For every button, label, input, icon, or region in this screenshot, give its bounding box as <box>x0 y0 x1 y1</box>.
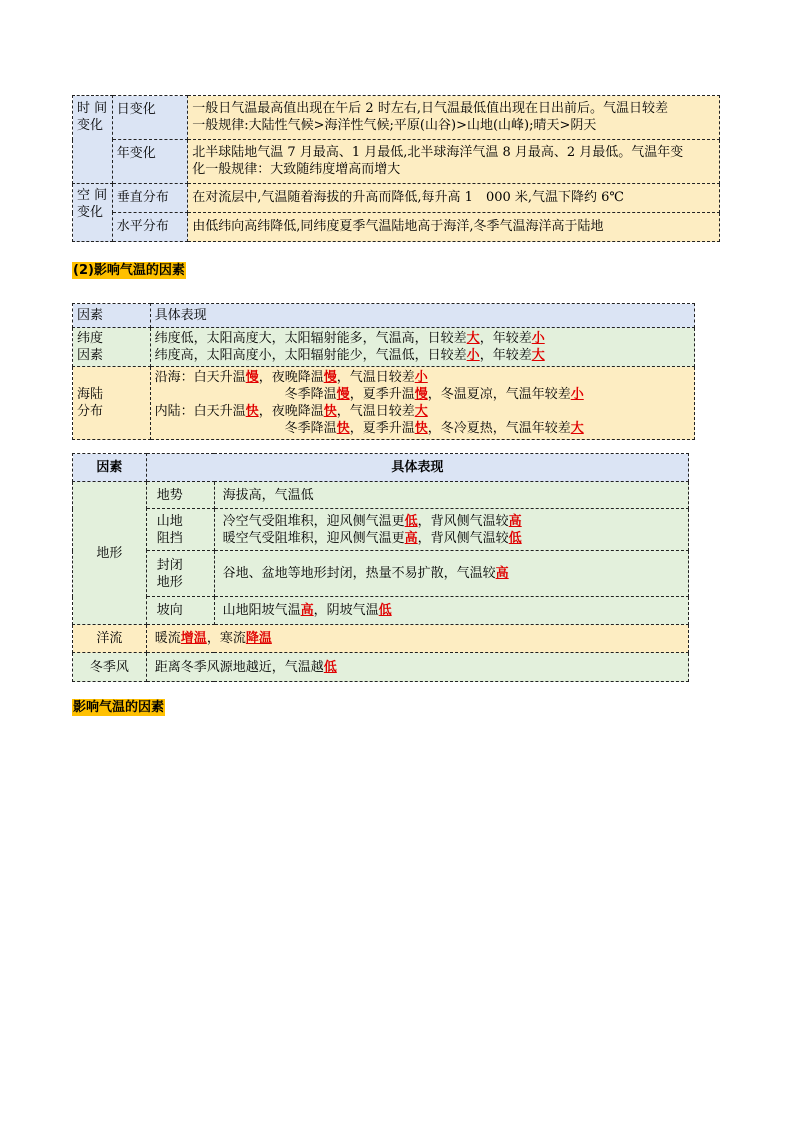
terrain-factor-label: 地形 <box>73 482 147 625</box>
factor-header: 因素 <box>73 454 147 482</box>
terrain-sub-slope: 坡向 <box>146 597 214 625</box>
section-heading-factors-repeat: 影响气温的因素 <box>73 700 165 715</box>
daily-variation-label: 日变化 <box>112 96 187 140</box>
daily-variation-text: 一般日气温最高值出现在午后 2 时左右,日气温最低值出现在日出前后。气温日较差 一般规律:大陆性气候>海洋性气候;平原(山谷)>山地(山峰);晴天>阴天 <box>188 96 720 140</box>
terrain-enclosed-text: 谷地、盆地等地形封闭，热量不易扩散，气温较高 <box>214 551 688 597</box>
terrain-sub-elevation: 地势 <box>146 482 214 509</box>
vertical-distribution-label: 垂直分布 <box>112 184 187 213</box>
latitude-factor-label: 纬度 因素 <box>73 328 151 367</box>
terrain-sub-enclosed: 封闭 地形 <box>146 551 214 597</box>
factors-table-latitude-sealand <box>72 303 695 440</box>
latitude-factor-text: 纬度低，太阳高度大，太阳辐射能多，气温高，日较差大，年较差小 纬度高，太阳高度小，太阳辐射能少，气温低，日较差小，年较差大 <box>150 328 694 367</box>
horizontal-distribution-text: 由低纬向高纬降低,同纬度夏季气温陆地高于海洋,冬季气温海洋高于陆地 <box>188 213 720 242</box>
time-variation-label: 时 间 变化 <box>73 96 113 184</box>
sealand-factor-label: 海陆 分布 <box>73 367 151 440</box>
vertical-distribution-text: 在对流层中,气温随着海拔的升高而降低,每升高 1 000 米,气温下降约 6℃ <box>188 184 720 213</box>
winter-monsoon-text: 距离冬季风源地越近，气温越低 <box>146 653 688 682</box>
annual-variation-text: 北半球陆地气温 7 月最高、1 月最低,北半球海洋气温 8 月最高、2 月最低。气温年变 化一般规律：大致随纬度增高而增大 <box>188 140 720 184</box>
terrain-sub-mountain-barrier: 山地 阻挡 <box>146 509 214 551</box>
sealand-factor-text: 沿海：白天升温慢，夜晚降温慢，气温日较差小 冬季降温慢，夏季升温慢，冬温夏凉，气温年较差小 内陆：白天升温快，夜晚降温快，气温日较差大 冬季降温快，夏季升温快，冬冷夏热，气温年较差大 <box>150 367 694 440</box>
factors-table-terrain <box>72 453 689 682</box>
terrain-elevation-text: 海拔高，气温低 <box>214 482 688 509</box>
terrain-slope-text: 山地阳坡气温高，阴坡气温低 <box>214 597 688 625</box>
annual-variation-label: 年变化 <box>112 140 187 184</box>
winter-monsoon-label: 冬季风 <box>73 653 147 682</box>
ocean-current-label: 洋流 <box>73 625 147 653</box>
section-heading-factors: (2)影响气温的因素 <box>73 263 185 278</box>
horizontal-distribution-label: 水平分布 <box>112 213 187 242</box>
temperature-variation-table <box>72 95 720 242</box>
detail-header: 具体表现 <box>150 304 694 328</box>
space-variation-label: 空 间 变化 <box>73 184 113 242</box>
detail-header: 具体表现 <box>146 454 688 482</box>
factor-header: 因素 <box>73 304 151 328</box>
terrain-mountain-barrier-text: 冷空气受阻堆积，迎风侧气温更低，背风侧气温较高 暖空气受阻堆积，迎风侧气温更高，背风侧气温较低 <box>214 509 688 551</box>
ocean-current-text: 暖流增温，寒流降温 <box>146 625 688 653</box>
